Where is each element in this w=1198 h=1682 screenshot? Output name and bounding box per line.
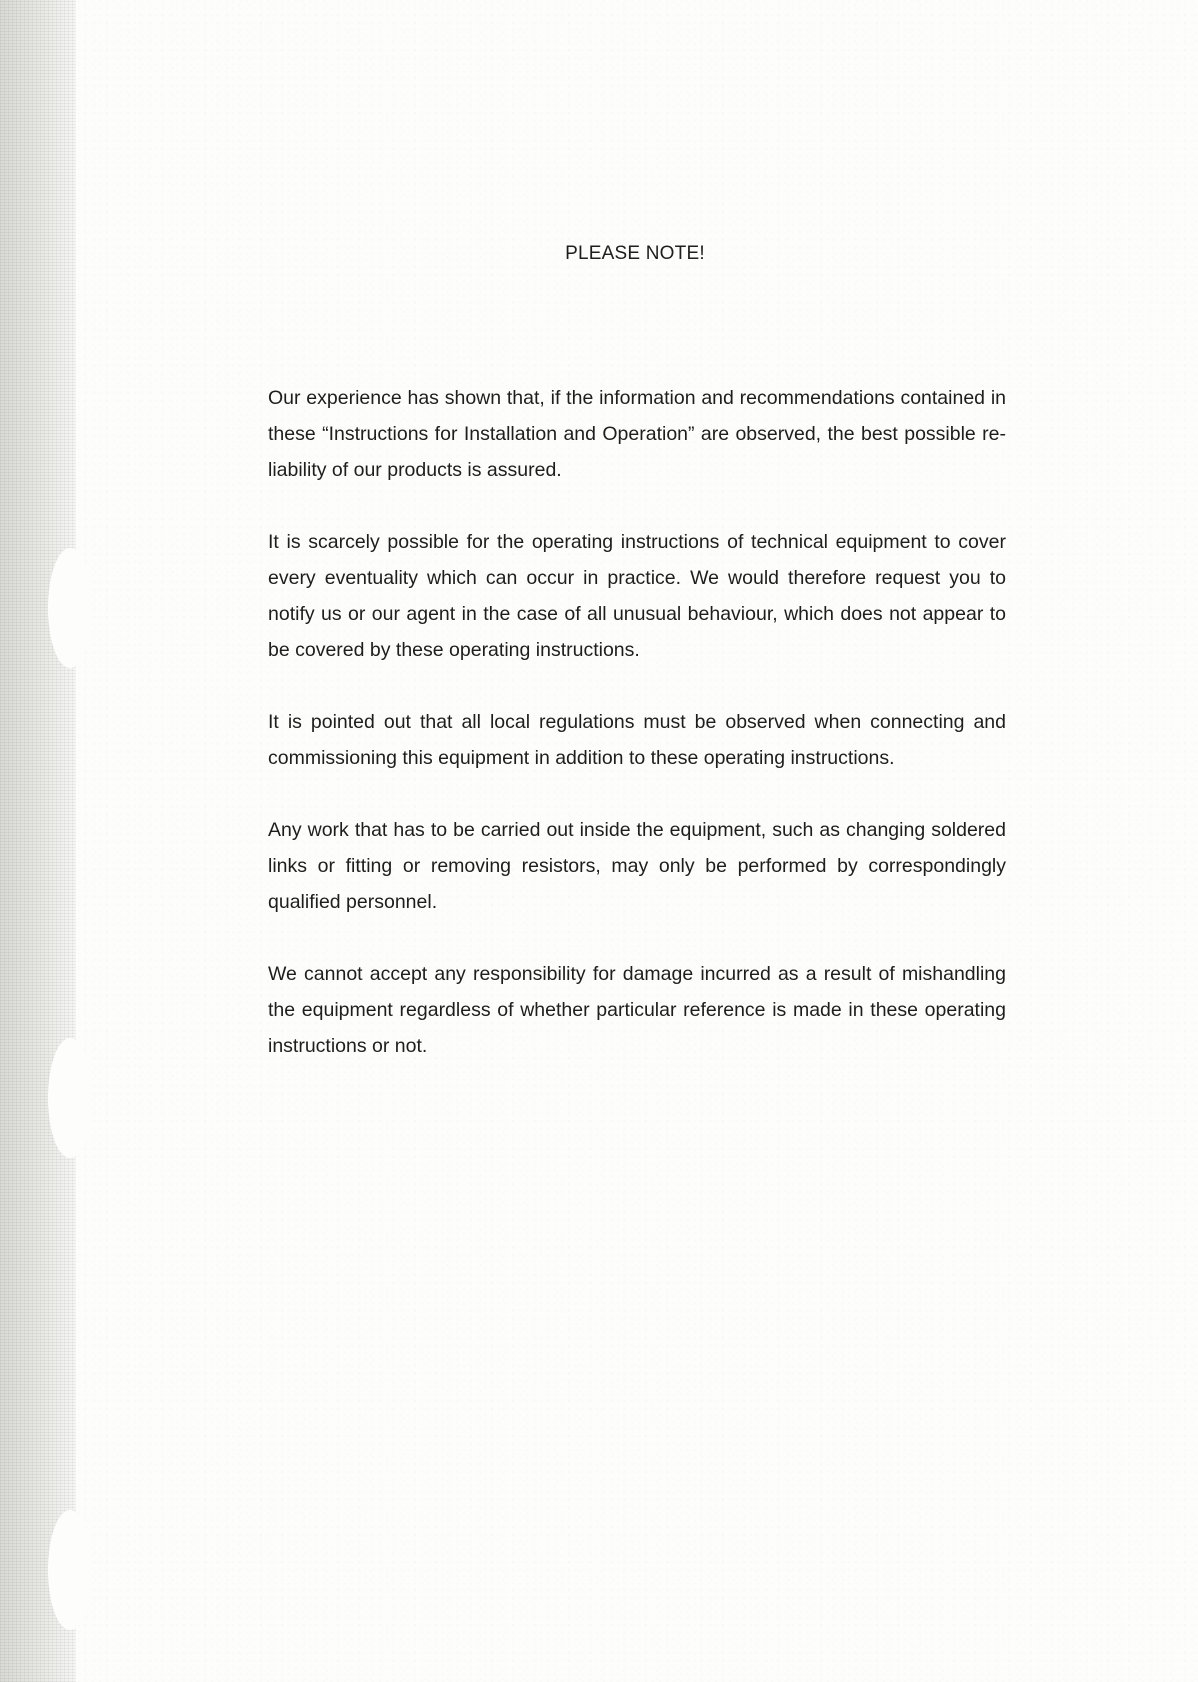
paragraph-qualified-personnel: Any work that has to be carried out inside the equipment, such as changing soldered links or fitting or removing resistors, may only be performed by correspondingly qualified personnel. xyxy=(268,819,1006,913)
notice-body xyxy=(268,380,1006,1100)
paragraph-liability: We cannot accept any responsibility for damage incurred as a result of mishandling the equipment regardless of whether particular reference is made in these operating instructions or not. xyxy=(268,963,1006,1057)
paragraph-local-regulations: It is pointed out that all local regulations must be observed when connecting and commissioning this equipment in addition to these operating instructions. xyxy=(268,711,1006,769)
punch-hole xyxy=(48,548,92,668)
paragraph-reliability: Our experience has shown that, if the information and recommendations contained in these “Instructions for Installation and Operation” are observed, the best possible re-liability of our products is assured. xyxy=(268,387,1006,481)
punch-hole xyxy=(48,1510,92,1630)
page-title: PLEASE NOTE! xyxy=(565,243,705,264)
paragraph-unusual-behaviour: It is scarcely possible for the operating instructions of technical equipment to cover every eventuality which can occur in practice. We would therefore request you to notify us or our agent in the case of all unusual behaviour, which does not appear to be covered by these operating instructions. xyxy=(268,531,1006,661)
punch-hole xyxy=(48,1038,92,1158)
